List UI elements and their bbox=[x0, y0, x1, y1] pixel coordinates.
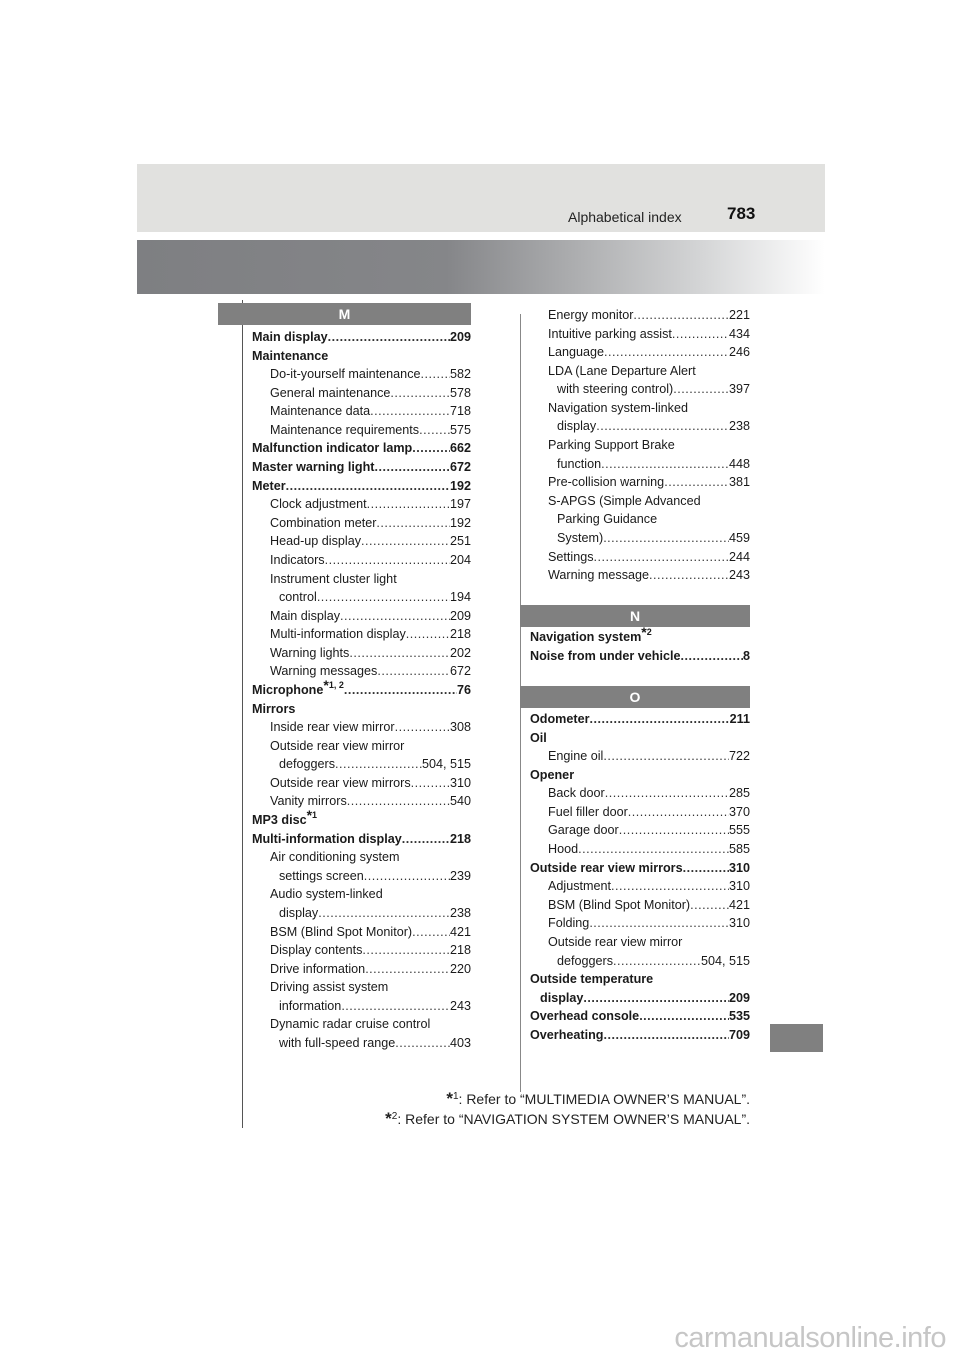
dot-leader bbox=[340, 607, 450, 626]
section-header-o: O bbox=[520, 686, 750, 708]
dot-leader bbox=[362, 941, 450, 960]
entry-label: Intuitive parking assist bbox=[548, 326, 672, 341]
page-ref: 221 bbox=[728, 308, 750, 322]
entry-label: Instrument cluster light bbox=[270, 571, 397, 586]
index-entry bbox=[252, 830, 471, 849]
index-entry bbox=[252, 402, 471, 421]
entry-label: Inside rear view mirror bbox=[270, 720, 395, 735]
dot-leader bbox=[335, 755, 422, 774]
index-entry bbox=[252, 848, 471, 867]
index-entry bbox=[530, 473, 750, 492]
page-ref: 381 bbox=[728, 475, 750, 490]
page-ref: 209 bbox=[449, 608, 471, 623]
page-ref: 202 bbox=[449, 645, 471, 660]
footnote-ref: *1, 2 bbox=[323, 676, 344, 693]
entry-label: Energy monitor bbox=[548, 308, 634, 322]
dot-leader bbox=[633, 306, 729, 325]
entry-label: MP3 disc$^{*1}$ bbox=[252, 807, 318, 828]
page-ref: 220 bbox=[449, 961, 471, 976]
page-ref: 575 bbox=[449, 422, 471, 437]
dot-leader bbox=[601, 455, 729, 474]
index-entry bbox=[530, 877, 750, 896]
index-entry bbox=[252, 514, 471, 533]
dot-leader bbox=[317, 588, 450, 607]
entry-label: Outside rear view mirrors bbox=[530, 860, 683, 875]
index-entry bbox=[530, 343, 750, 362]
dot-leader bbox=[344, 681, 457, 700]
page-header bbox=[137, 164, 825, 232]
index-entry bbox=[530, 803, 750, 822]
entry-label: Audio system-linked bbox=[270, 887, 383, 902]
index-entry bbox=[530, 747, 750, 766]
section-header-m: M bbox=[218, 303, 471, 325]
index-entry bbox=[530, 417, 750, 436]
page-ref: 209 bbox=[728, 990, 750, 1005]
footnote-2: *$^2$: Refer to “NAVIGATION SYSTEM OWNER’S MANUAL”. bbox=[385, 1109, 750, 1128]
index-entry bbox=[252, 867, 471, 886]
index-entry bbox=[252, 978, 471, 997]
index-entry bbox=[530, 380, 750, 399]
footnote-ref: *1 bbox=[306, 807, 318, 824]
dot-leader bbox=[390, 384, 450, 403]
entry-label: Maintenance data bbox=[270, 404, 371, 419]
index-entry bbox=[252, 384, 471, 403]
page-ref: 251 bbox=[449, 534, 471, 549]
entry-label: S-APGS (Simple Advanced bbox=[548, 493, 701, 508]
page-ref: 578 bbox=[449, 385, 471, 400]
entry-label: defoggers bbox=[557, 953, 614, 968]
index-entry bbox=[252, 755, 471, 774]
entry-label: Driving assist system bbox=[270, 980, 389, 995]
entry-label: control bbox=[279, 590, 317, 605]
page-ref: 709 bbox=[728, 1027, 750, 1042]
left-column-entries bbox=[252, 328, 471, 1053]
index-entry bbox=[252, 792, 471, 811]
entry-label: Air conditioning system bbox=[270, 850, 400, 865]
dot-leader bbox=[619, 821, 729, 840]
entry-label: information bbox=[279, 998, 342, 1013]
page-ref: 535 bbox=[728, 1009, 750, 1024]
section-header-n: N bbox=[520, 605, 750, 627]
entry-label: Maintenance requirements bbox=[270, 422, 420, 437]
page-ref: 218 bbox=[449, 943, 471, 958]
page-ref: 718 bbox=[449, 404, 471, 419]
dot-leader bbox=[639, 1007, 729, 1026]
entry-label: Noise from under vehicle bbox=[530, 648, 681, 663]
dot-leader bbox=[349, 644, 450, 663]
dot-leader bbox=[377, 662, 450, 681]
index-entry bbox=[530, 455, 750, 474]
page-ref: 204 bbox=[449, 552, 471, 567]
entry-label: Outside rear view mirror bbox=[270, 738, 405, 753]
entry-label: display bbox=[279, 905, 319, 920]
entry-label: display bbox=[540, 990, 584, 1005]
dot-leader bbox=[683, 859, 729, 878]
page-ref: 555 bbox=[728, 823, 750, 838]
index-entry bbox=[252, 495, 471, 514]
entry-label: Indicators bbox=[270, 552, 325, 567]
entry-label: Adjustment bbox=[548, 879, 611, 894]
page-ref: 192 bbox=[449, 515, 471, 530]
index-entry bbox=[530, 1026, 750, 1045]
dot-leader bbox=[596, 417, 729, 436]
index-entry bbox=[530, 362, 750, 381]
page-ref: 672 bbox=[449, 664, 471, 679]
dot-leader bbox=[412, 923, 450, 942]
dot-leader bbox=[402, 830, 450, 849]
page-ref: 243 bbox=[728, 568, 750, 583]
entry-label: Back door bbox=[548, 786, 605, 801]
page-ref: 310 bbox=[449, 775, 471, 790]
index-entry bbox=[530, 933, 750, 952]
page-ref: 76 bbox=[456, 682, 471, 697]
page-ref: 403 bbox=[449, 1035, 471, 1050]
entry-label: Overheating bbox=[530, 1027, 604, 1042]
footnote-1: *$^1$: Refer to “MULTIMEDIA OWNER’S MANUAL”. bbox=[446, 1089, 750, 1108]
entry-label: Navigation system-linked bbox=[548, 400, 688, 415]
entry-label: Engine oil bbox=[548, 749, 604, 764]
index-entry bbox=[530, 821, 750, 840]
dot-leader bbox=[594, 548, 729, 567]
page-ref: 397 bbox=[728, 382, 750, 397]
index-entry bbox=[252, 1015, 471, 1034]
page-ref: 238 bbox=[449, 905, 471, 920]
page-ref: 421 bbox=[728, 897, 750, 912]
entry-label: Parking Support Brake bbox=[548, 438, 675, 453]
page-ref: 243 bbox=[449, 998, 471, 1013]
page-ref: 218 bbox=[449, 627, 471, 642]
index-entry bbox=[252, 477, 471, 496]
index-entry bbox=[252, 941, 471, 960]
index-entry bbox=[252, 676, 471, 700]
header-gradient-band bbox=[137, 240, 825, 294]
entry-label: Warning lights bbox=[270, 645, 350, 660]
index-entry bbox=[252, 774, 471, 793]
dot-leader bbox=[361, 532, 450, 551]
dot-leader bbox=[411, 774, 450, 793]
page-ref: 239 bbox=[449, 868, 471, 883]
index-entry bbox=[252, 570, 471, 589]
page-ref: 218 bbox=[449, 831, 471, 846]
entry-label: Garage door bbox=[548, 823, 619, 838]
left-margin-rule bbox=[242, 300, 243, 1128]
chapter-tab bbox=[770, 1024, 823, 1052]
page-ref: 540 bbox=[449, 794, 471, 809]
dot-leader bbox=[370, 402, 450, 421]
index-entry bbox=[252, 923, 471, 942]
dot-leader bbox=[318, 904, 450, 923]
page-ref: 582 bbox=[449, 367, 471, 382]
index-entry bbox=[252, 885, 471, 904]
index-entry bbox=[252, 588, 471, 607]
entry-label: Oil bbox=[530, 730, 547, 745]
page-ref: 310 bbox=[728, 916, 750, 931]
entry-label: BSM (Blind Spot Monitor) bbox=[270, 924, 413, 939]
entry-label: Odometer bbox=[530, 712, 590, 726]
page-ref: 504, 515 bbox=[421, 757, 471, 772]
index-entry bbox=[530, 784, 750, 803]
page-ref: 504, 515 bbox=[700, 953, 750, 968]
dot-leader bbox=[412, 439, 450, 458]
page-ref: 211 bbox=[729, 712, 750, 726]
index-entry bbox=[252, 347, 471, 366]
entry-label: Folding bbox=[548, 916, 590, 931]
dot-leader bbox=[589, 914, 729, 933]
entry-label: Dynamic radar cruise control bbox=[270, 1017, 431, 1032]
dot-leader bbox=[367, 495, 450, 514]
entry-label: Drive information bbox=[270, 961, 366, 976]
entry-label: Parking Guidance bbox=[557, 512, 658, 527]
index-entry bbox=[530, 729, 750, 748]
dot-leader bbox=[341, 997, 450, 1016]
page-ref: 459 bbox=[728, 530, 750, 545]
dot-leader bbox=[628, 803, 729, 822]
page-ref: 310 bbox=[728, 879, 750, 894]
dot-leader bbox=[649, 566, 729, 585]
entry-label: Outside temperature bbox=[530, 972, 654, 987]
dot-leader bbox=[328, 328, 450, 347]
dot-leader bbox=[603, 1026, 729, 1045]
index-entry bbox=[252, 328, 471, 347]
dot-leader bbox=[672, 325, 729, 344]
entry-label: General maintenance bbox=[270, 385, 391, 400]
index-entry bbox=[530, 306, 750, 325]
entry-label: Meter bbox=[252, 478, 286, 493]
entry-label: settings screen bbox=[279, 868, 364, 883]
index-entry bbox=[530, 710, 750, 729]
dot-leader bbox=[421, 365, 450, 384]
index-entry bbox=[252, 1034, 471, 1053]
index-entry bbox=[252, 737, 471, 756]
index-entry bbox=[252, 421, 471, 440]
right-column-entries bbox=[530, 306, 750, 585]
entry-label: Opener bbox=[530, 767, 575, 782]
index-entry bbox=[252, 718, 471, 737]
page-ref: 722 bbox=[728, 749, 750, 764]
page-ref: 8 bbox=[742, 648, 750, 663]
index-entry bbox=[530, 766, 750, 785]
page-number: 783 bbox=[727, 204, 756, 223]
index-entry bbox=[252, 904, 471, 923]
dot-leader bbox=[611, 877, 729, 896]
dot-leader bbox=[605, 784, 729, 803]
entry-label: defoggers bbox=[279, 757, 336, 772]
entry-label: Pre-collision warning bbox=[548, 475, 665, 490]
entry-label: Outside rear view mirrors bbox=[270, 775, 411, 790]
page-ref: 192 bbox=[449, 478, 471, 493]
entry-label: Multi-information display bbox=[252, 831, 402, 846]
index-entry bbox=[252, 625, 471, 644]
index-entry bbox=[530, 952, 750, 971]
entry-label: Head-up display bbox=[270, 534, 362, 549]
dot-leader bbox=[603, 747, 729, 766]
entry-label: Maintenance bbox=[252, 348, 329, 363]
entry-label: Navigation system$^{*2}$ bbox=[530, 624, 652, 644]
page-ref: 310 bbox=[728, 860, 750, 875]
entry-label: Master warning light bbox=[252, 460, 375, 475]
dot-leader bbox=[376, 514, 450, 533]
entry-label: function bbox=[557, 456, 602, 471]
index-entry bbox=[252, 997, 471, 1016]
page-ref: 672 bbox=[449, 460, 471, 475]
entry-label: Settings bbox=[548, 549, 594, 564]
page-ref: 197 bbox=[449, 497, 471, 512]
index-entry bbox=[252, 644, 471, 663]
entry-label: System) bbox=[557, 530, 604, 545]
entry-label: Warning message bbox=[548, 568, 650, 583]
entry-label: Hood bbox=[548, 842, 579, 857]
entry-label: Microphone$^{*1, 2}$ bbox=[252, 676, 344, 697]
entry-label: with steering control) bbox=[557, 382, 674, 397]
page-ref: 238 bbox=[728, 419, 750, 434]
entry-label: Mirrors bbox=[252, 701, 296, 716]
dot-leader bbox=[673, 380, 729, 399]
index-entry bbox=[252, 458, 471, 477]
dot-leader bbox=[286, 477, 450, 496]
dot-leader bbox=[589, 710, 729, 729]
entry-label: Overhead console bbox=[530, 1009, 640, 1024]
entry-label: Warning messages bbox=[270, 664, 378, 679]
dot-leader bbox=[578, 840, 729, 859]
index-entry bbox=[530, 970, 750, 989]
dot-leader bbox=[395, 718, 450, 737]
dot-leader bbox=[347, 792, 450, 811]
index-entry bbox=[530, 624, 750, 647]
entry-label: display bbox=[557, 419, 597, 434]
entry-label: Multi-information display bbox=[270, 627, 406, 642]
entry-label: Combination meter bbox=[270, 515, 377, 530]
page-ref: 370 bbox=[728, 804, 750, 819]
page-ref: 421 bbox=[449, 924, 471, 939]
entry-label: Main display bbox=[270, 608, 340, 623]
index-entry bbox=[530, 548, 750, 567]
entry-label: Do-it-yourself maintenance bbox=[270, 367, 421, 382]
index-entry bbox=[530, 436, 750, 455]
entry-label: BSM (Blind Spot Monitor) bbox=[548, 897, 691, 912]
entry-label: with full-speed range bbox=[279, 1035, 396, 1050]
index-entry bbox=[530, 989, 750, 1008]
index-entry bbox=[530, 510, 750, 529]
entry-label: Vanity mirrors bbox=[270, 794, 347, 809]
entry-label: Fuel filler door bbox=[548, 804, 628, 819]
footnote-ref: *2 bbox=[641, 624, 652, 640]
page-ref: 308 bbox=[449, 720, 471, 735]
watermark: carmanualsonline.info bbox=[674, 1322, 946, 1354]
entry-label: Main display bbox=[252, 330, 328, 344]
dot-leader bbox=[603, 529, 729, 548]
entry-label: LDA (Lane Departure Alert bbox=[548, 363, 696, 378]
index-entry bbox=[252, 700, 471, 719]
index-entry bbox=[530, 399, 750, 418]
index-entry bbox=[530, 492, 750, 511]
dot-leader bbox=[325, 551, 450, 570]
index-entry bbox=[530, 1007, 750, 1026]
page-ref: 244 bbox=[728, 549, 750, 564]
index-entry bbox=[252, 439, 471, 458]
header-title: Alphabetical index bbox=[568, 209, 682, 225]
index-entry bbox=[252, 551, 471, 570]
index-entry bbox=[252, 532, 471, 551]
page-ref: 585 bbox=[728, 842, 750, 857]
section-o-entries bbox=[530, 710, 750, 1044]
page-ref: 209 bbox=[449, 330, 471, 344]
page-ref: 194 bbox=[449, 590, 471, 605]
index-entry bbox=[252, 807, 471, 830]
entry-label: Outside rear view mirror bbox=[548, 934, 683, 949]
index-entry bbox=[530, 529, 750, 548]
dot-leader bbox=[613, 952, 701, 971]
dot-leader bbox=[406, 625, 450, 644]
index-entry bbox=[252, 607, 471, 626]
page-ref: 434 bbox=[728, 326, 750, 341]
dot-leader bbox=[374, 458, 450, 477]
index-entry bbox=[530, 566, 750, 585]
index-entry bbox=[530, 840, 750, 859]
index-entry bbox=[530, 896, 750, 915]
dot-leader bbox=[364, 867, 450, 886]
dot-leader bbox=[680, 647, 743, 666]
dot-leader bbox=[583, 989, 729, 1008]
page-ref: 246 bbox=[728, 345, 750, 360]
section-n-entries bbox=[530, 624, 750, 665]
page-ref: 285 bbox=[728, 786, 750, 801]
index-entry bbox=[252, 365, 471, 384]
dot-leader bbox=[690, 896, 729, 915]
page-ref: 662 bbox=[449, 441, 471, 456]
entry-label: Language bbox=[548, 345, 605, 360]
dot-leader bbox=[604, 343, 729, 362]
page-ref: 448 bbox=[728, 456, 750, 471]
dot-leader bbox=[664, 473, 729, 492]
entry-label: Clock adjustment bbox=[270, 497, 367, 512]
index-entry bbox=[530, 325, 750, 344]
index-entry bbox=[252, 960, 471, 979]
index-entry bbox=[530, 914, 750, 933]
index-entry bbox=[530, 859, 750, 878]
entry-label: Display contents bbox=[270, 943, 363, 958]
dot-leader bbox=[365, 960, 450, 979]
index-entry bbox=[530, 647, 750, 666]
entry-label: Malfunction indicator lamp bbox=[252, 441, 413, 456]
index-entry bbox=[252, 662, 471, 681]
dot-leader bbox=[419, 421, 450, 440]
dot-leader bbox=[395, 1034, 450, 1053]
